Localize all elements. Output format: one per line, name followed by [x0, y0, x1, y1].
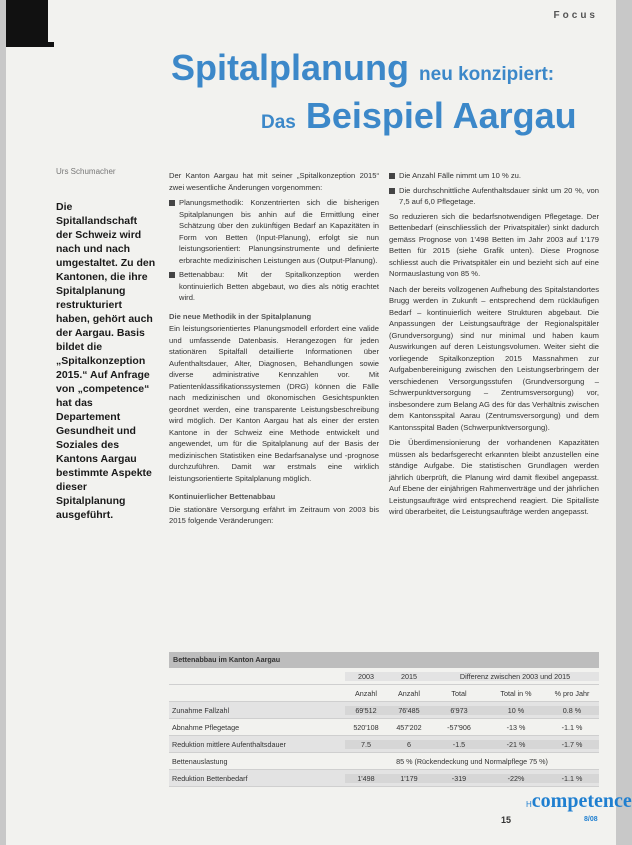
bullet-square-icon [389, 173, 395, 179]
col2-subheading-1: Die neue Methodik in der Spitalplanung [169, 311, 312, 321]
bed-reduction-table [169, 652, 599, 787]
table-row: Reduktion mittlere Aufenthaltsdauer 7.5 6 -1.5 -21 % -1.7 % [169, 736, 599, 753]
page-number: 15 [501, 815, 512, 825]
col2-subheading-2: Kontinuierlicher Bettenabbau [169, 492, 276, 501]
magazine-page [6, 0, 632, 845]
headline-main-2: Beispiel Aargau [305, 95, 577, 136]
table-header-columns: Anzahl Anzahl Total Total in % % pro Jahr [169, 685, 599, 702]
bullet-square-icon [389, 188, 395, 194]
issue-number: 8/08 [584, 816, 598, 823]
col2-paragraph-1: Ein leistungsorientiertes Planungsmodell erfordert eine valide und umfassende Datenbasis. Herangezogen für jeden stationären Spitalfall detaillierte Informationen über Aufenthaltsdauer, Alter, Diagnosen, Behandlungen sowie diverse administrative Kennzahlen vor. Mit Patientenklassifikationssystemen (DRG) können die Fälle nach medizinischen und ökonomischen Gesichtspunkten geordnet werden, eine transparente Leistungsbeschreibung wird möglich. Der Kanton Aargau hat als einer der ersten Kantone in der Schweiz eine Methode entwickelt und angewendet, um für die Spitalplanung auf der Basis der medizinischen Statistiken eine Bedarfsanalyse und -prognose durchzuführen. Damit war erstmals eine wirklich leistungsorientierte Spitalplanung möglich. [169, 324, 379, 483]
table-header-years: 2003 2015 Differenz zwischen 2003 und 2015 [169, 668, 599, 685]
table-caption: Bettenabbau im Kanton Aargau [169, 652, 599, 668]
section-label: Focus [553, 10, 598, 21]
table-row: Abnahme Pflegetage 520'108 457'202 -57'906 -13 % -1.1 % [169, 719, 599, 736]
headline-main-1: Spitalplanung [171, 47, 409, 88]
bullet-square-icon [169, 200, 175, 206]
headline-line-2 [261, 95, 577, 136]
column-2 [169, 170, 379, 531]
bullet-square-icon [169, 272, 175, 278]
col2-paragraph-2: Die stationäre Versorgung erfährt im Zeitraum von 2003 bis 2015 folgende Veränderungen: [169, 504, 379, 525]
corner-decoration [6, 0, 48, 42]
table-row: Zunahme Fallzahl 69'512 76'485 6'973 10 % 0.8 % [169, 702, 599, 719]
headline-line-1 [171, 47, 555, 88]
col3-paragraph-3: Die Überdimensionierung der vorhandenen Kapazitäten müssen als bedarfsgerecht erkannten bleibt anzustellen eine ständige Aufgabe. Die statistischen Grundlagen werden jährlich überprüft, die Planung wird damit flexibel angepasst. Auf Ebene der einjährigen Rahmenverträge und der jährlichen Leistungsaufträge wird entsprechend reagiert. Die Spitalliste wird überarbeitet, die Leistungsaufträge werden angepasst. [389, 438, 599, 516]
corner-bar-decoration [6, 42, 54, 47]
col2-bullet: Bettenabbau: Mit der Spitalkonzeption werden kontinuierlich Betten abgebaut, wo dies als nötig erachtet wird. [169, 269, 379, 304]
author: Urs Schumacher [56, 167, 116, 176]
col2-bullet: Planungsmethodik: Konzentrierten sich die bisherigen Spitalplanungen bis anhin auf die Ermittlung einer Schätzung über den zukünftigen Bedarf an Kapazitäten in Form von Betten (Input-Planung), erfolgt sie nun leistungsorientiert: Planungsinstrumente und definierte erbrachte medizinischen Leistungen aus (Output-Planung). [169, 197, 379, 266]
table-row: Bettenauslastung 85 % (Rückendeckung und Normalpflege 75 %) [169, 753, 599, 770]
headline-small-2: Das [261, 112, 296, 133]
column-3 [389, 170, 599, 522]
col2-intro: Der Kanton Aargau hat mit seiner „Spitalkonzeption 2015“ zwei wesentliche Änderungen vorgenommen: [169, 171, 379, 192]
lead-paragraph: Die Spitallandschaft der Schweiz wird nach und nach umgestaltet. Zu den Kantonen, die ihre Spitalplanung restrukturiert haben, gehört auch der Aargau. Basis bildet die „Spitalkonzeption 2015.“ Auf Anfrage von „competence“ hat das Departement Gesundheit und Soziales des Kantons Aargau bestimmte Aspekte dieser Spitalplanung ausgeführt. [56, 201, 156, 521]
competence-logo: Hcompetence [526, 790, 632, 812]
headline-small-1: neu konzipiert: [419, 64, 555, 85]
col3-paragraph-2: Nach der bereits vollzogenen Aufhebung des Spitalstandortes Brugg werden in Zukunft – entsprechend dem rückläufigen Bedarf – kontinuierlich weitere Strukturen abgebaut. Die Anpassungen der Leistungsaufträge der Regionalspitäler (Grundversorgung) sind nur minimal und haben kaum Auswirkungen auf deren Leistungsvolumen. Weiter sieht die vorliegende Spitalkonzeption 2015 Massnahmen zur Aufgabenbereinigung zwischen den Leistungserbringern der verschiedenen Versorgungsstufen (Grundversorgung – Schwerpunktversorgung – Zentrumsversorgung) vor, insbesondere zum Belang AG des für das Verhältnis zwischen dem Kantonsspital Aarau (Zentrumsversorgung) und dem Kantonsspital Baden (Schwerpunktversorgung). [389, 284, 599, 432]
table-row: Reduktion Bettenbedarf 1'498 1'179 -319 -22% -1.1 % [169, 770, 599, 787]
col3-bullet: Die durchschnittliche Aufenthaltsdauer sinkt um 20 %, von 7,5 auf 6,0 Pflegetage. [389, 185, 599, 208]
col3-paragraph-1: So reduzieren sich die bedarfsnotwendigen Pflegetage. Der Bettenbedarf (einschliesslich der Privatspitäler) sinkt dadurch gemäss Prognose von 1’498 Betten im Jahr 2003 auf 1’179 Betten für 2015 (siehe Grafik unten). Diese Prognose schliesst auch die Privatspitäler ein und bezieht sich auf eine Normauslastung von 85 %. [389, 211, 599, 278]
col3-bullet: Die Anzahl Fälle nimmt um 10 % zu. [389, 170, 599, 182]
